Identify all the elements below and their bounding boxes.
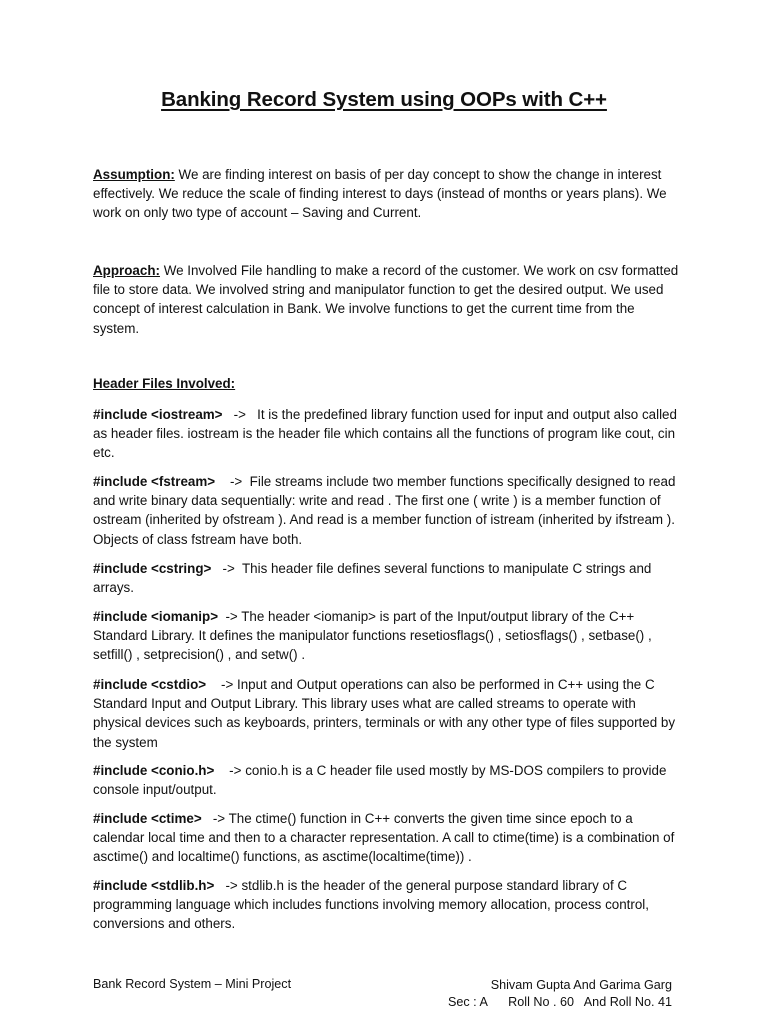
header-description: conio.h is a C header file used mostly by MS-DOS compilers to provide console input/output. xyxy=(93,763,667,798)
header-name: #include <iomanip> xyxy=(93,609,219,624)
header-description: This header file defines several functions to manipulate C strings and arrays. xyxy=(93,561,652,596)
header-files-heading: Header Files Involved: xyxy=(93,376,236,391)
arrow-separator: -> xyxy=(215,474,250,489)
header-entry-cstring xyxy=(93,559,683,597)
arrow-separator: -> xyxy=(211,561,242,576)
footer-author-names: Shivam Gupta And Garima Garg xyxy=(490,978,672,992)
footer-roll-numbers: Sec : A Roll No . 60 And Roll No. 41 xyxy=(447,995,672,1009)
header-entry-iomanip xyxy=(93,607,683,665)
header-entry-cstdio xyxy=(93,675,683,752)
header-description: It is the predefined library function used for input and output also called as header files. iostream is the header file which contains all the functions of program like cout, cin etc. xyxy=(93,407,677,461)
arrow-separator: -> xyxy=(218,609,242,624)
header-entry-iostream xyxy=(93,405,683,463)
arrow-separator: -> xyxy=(206,677,238,692)
header-name: #include <iostream> xyxy=(93,407,223,422)
header-description: stdlib.h is the header of the general purpose standard library of C programming language which includes functions involving memory allocation, process control, conversions and others. xyxy=(93,878,649,932)
arrow-separator: -> xyxy=(214,763,246,778)
header-name: #include <ctime> xyxy=(93,811,202,826)
assumption-text: We are finding interest on basis of per day concept to show the change in interest effectively. We reduce the scale of finding interest to days (instead of months or years plans). We work on only two type of account – Saving and Current. xyxy=(93,167,667,221)
arrow-separator: -> xyxy=(201,811,229,826)
header-name: #include <conio.h> xyxy=(93,763,215,778)
header-name: #include <fstream> xyxy=(93,474,216,489)
approach-label: Approach: xyxy=(93,263,160,278)
assumption-label: Assumption: xyxy=(93,167,175,182)
header-name: #include <cstdio> xyxy=(93,677,207,692)
header-entry-fstream xyxy=(93,472,683,549)
assumption-paragraph xyxy=(93,165,683,223)
header-entry-conio xyxy=(93,761,683,799)
document-title: Banking Record System using OOPs with C++ xyxy=(161,88,607,111)
header-name: #include <cstring> xyxy=(93,561,212,576)
header-description: The header <iomanip> is part of the Input/output library of the C++ Standard Library. It defines the manipulator functions resetiosflags() , setiosflags() , setbase() , setfill() , setprecision() , and setw() . xyxy=(93,609,652,663)
footer-project-name: Bank Record System – Mini Project xyxy=(93,977,292,991)
header-entry-stdlib xyxy=(93,876,683,934)
arrow-separator: -> xyxy=(214,878,242,893)
header-description: The ctime() function in C++ converts the given time since epoch to a calendar local time and then to a character representation. A call to ctime(time) is a combination of asctime() and localtime() functions, as asctime(localtime(time)) . xyxy=(93,811,675,865)
arrow-separator: -> xyxy=(222,407,258,422)
header-description: Input and Output operations can also be performed in C++ using the C Standard Input and Output Library. This library uses what are called streams to operate with physical devices such as keyboards, printers, terminals or with any other type of files supported by the system xyxy=(93,677,676,750)
header-name: #include <stdlib.h> xyxy=(93,878,215,893)
footer-authors xyxy=(440,977,672,1011)
approach-paragraph xyxy=(93,261,683,338)
approach-text: We Involved File handling to make a record of the customer. We work on csv formatted file to store data. We involved string and manipulator function to get the desired output. We used concept of interest calculation in Bank. We involve functions to get the current time from the system. xyxy=(93,263,679,336)
header-entry-ctime xyxy=(93,809,683,867)
header-description: File streams include two member functions specifically designed to read and write binary data sequentially: write and read . The first one ( write ) is a member function of ostream (inherited by ofstream ). And read is a member function of istream (inherited by ifstream ). Objects of class fstream have both. xyxy=(93,474,676,547)
